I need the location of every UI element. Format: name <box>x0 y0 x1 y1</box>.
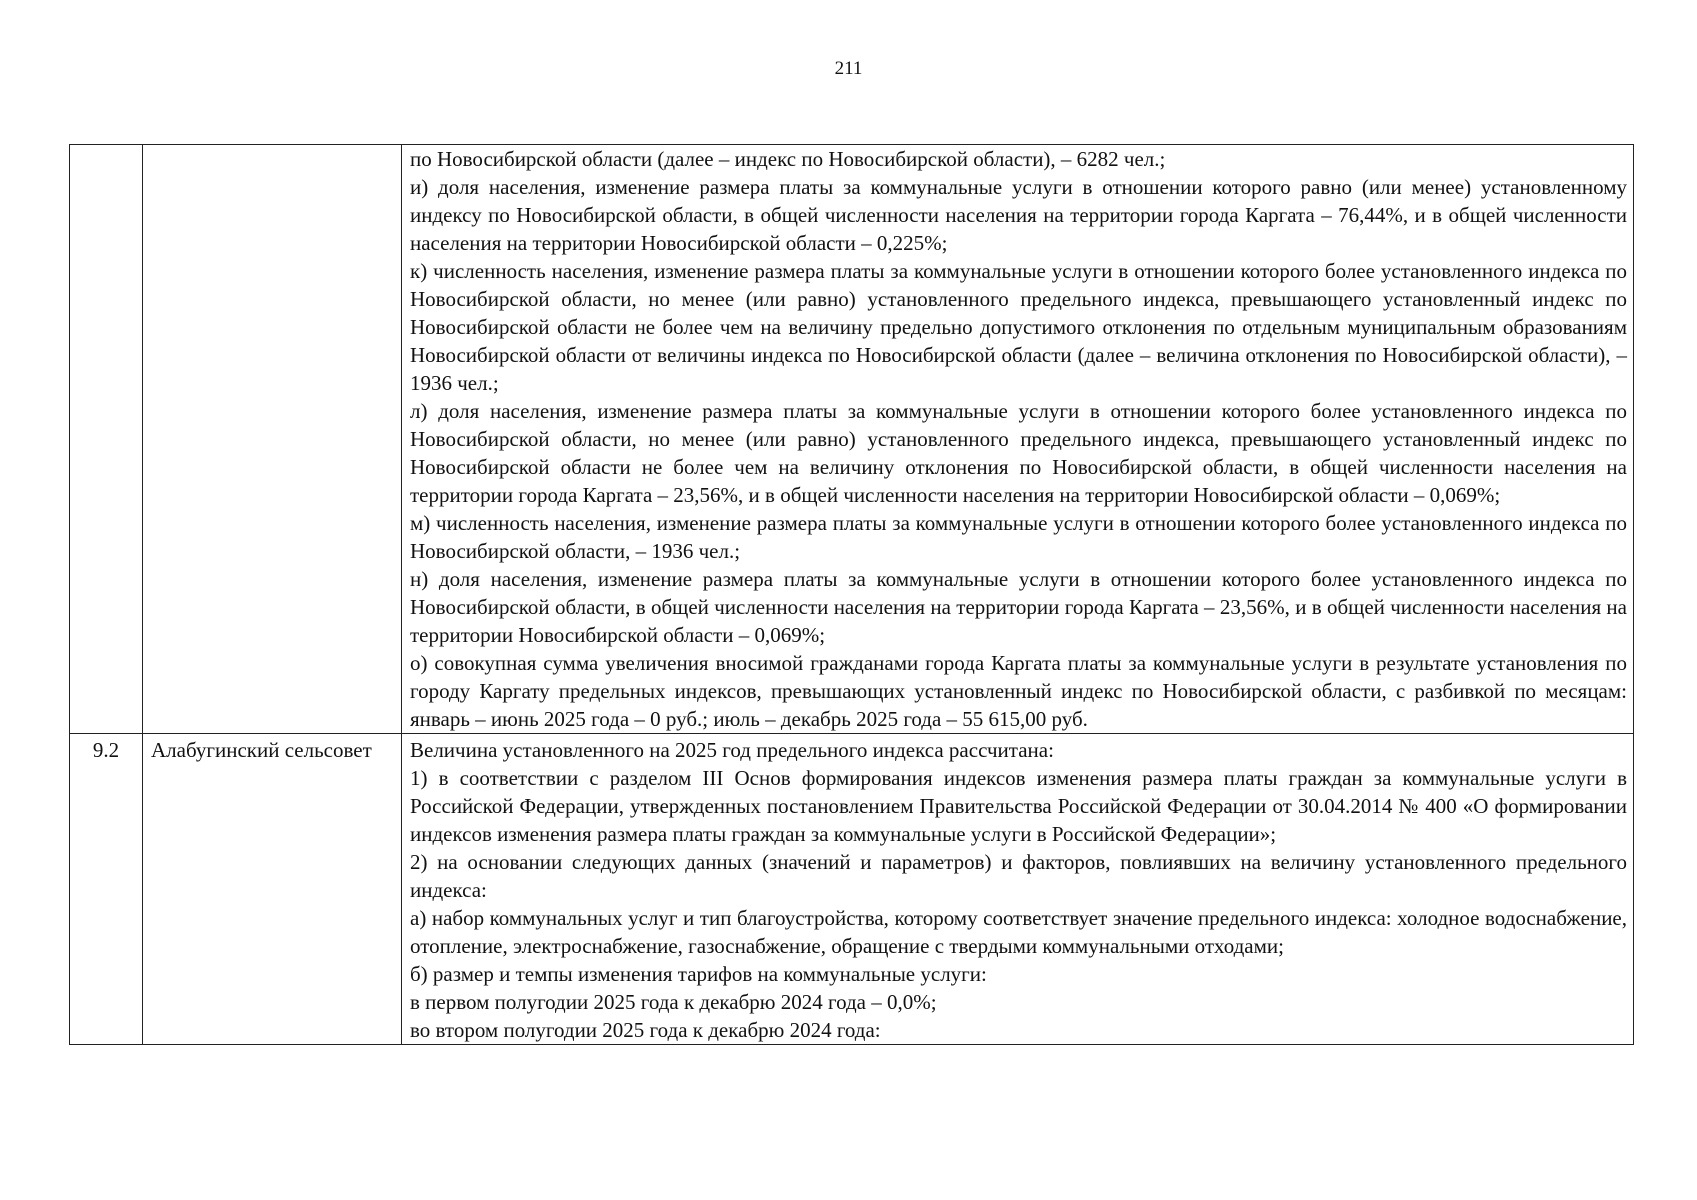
row-text <box>402 734 1633 1044</box>
row-name <box>143 145 401 147</box>
paragraph: 2) на основании следующих данных (значений и параметров) и факторов, повлиявших на величину установленного предельного индекса: <box>410 850 1627 902</box>
row-text-cell <box>402 145 1634 734</box>
paragraph: б) размер и темпы изменения тарифов на коммунальные услуги: <box>410 962 987 986</box>
table-row <box>70 734 1634 1045</box>
paragraph: по Новосибирской области (далее – индекс по Новосибирской области), – 6282 чел.; <box>410 147 1166 171</box>
paragraph: Величина установленного на 2025 год предельного индекса рассчитана: <box>410 738 1054 762</box>
row-name-cell <box>143 734 402 1045</box>
paragraph: л) доля населения, изменение размера платы за коммунальные услуги в отношении которого более установленного индекса по Новосибирской области, но менее (или равно) установленного предельного индекса, превышающего установленный индекс по Новосибирской области не более чем на величину отклонения по Новосибирской области, в общей численности населения на территории города Каргата – 23,56%, и в общей численности населения на территории Новосибирской области – 0,069%; <box>410 399 1627 507</box>
row-number-cell <box>70 734 143 1045</box>
paragraph: 1) в соответствии с разделом III Основ формирования индексов изменения размера платы граждан за коммунальные услуги в Российской Федерации, утвержденных постановлением Правительства Российской Федерации от 30.04.2014 № 400 «О формировании индексов изменения размера платы граждан за коммунальные услуги в Российской Федерации»; <box>410 766 1627 846</box>
document-table <box>69 144 1634 1045</box>
paragraph: к) численность населения, изменение размера платы за коммунальные услуги в отношении которого более установленного индекса по Новосибирской области, но менее (или равно) установленного предельного индекса, превышающего установленный индекс по Новосибирской области не более чем на величину предельно допустимого отклонения по отдельным муниципальным образованиям Новосибирской области от величины индекса по Новосибирской области (далее – величина отклонения по Новосибирской области), – 1936 чел.; <box>410 259 1627 395</box>
row-text <box>402 145 1633 733</box>
paragraph: во втором полугодии 2025 года к декабрю 2024 года: <box>410 1018 881 1042</box>
paragraph: м) численность населения, изменение размера платы за коммунальные услуги в отношении которого более установленного индекса по Новосибирской области, – 1936 чел.; <box>410 511 1627 563</box>
row-name-cell <box>143 145 402 734</box>
paragraph: и) доля населения, изменение размера платы за коммунальные услуги в отношении которого равно (или менее) установленному индексу по Новосибирской области, в общей численности населения на территории города Каргата – 76,44%, и в общей численности населения на территории Новосибирской области – 0,225%; <box>410 175 1627 255</box>
row-number <box>70 145 142 147</box>
row-number-cell <box>70 145 143 734</box>
page-number: 211 <box>834 58 863 79</box>
row-name: Алабугинский сельсовет <box>151 738 372 762</box>
row-number: 9.2 <box>92 738 120 762</box>
paragraph: в первом полугодии 2025 года к декабрю 2024 года – 0,0%; <box>410 990 937 1014</box>
table-row <box>70 145 1634 734</box>
paragraph: о) совокупная сумма увеличения вносимой гражданами города Каргата платы за коммунальные услуги в результате установления по городу Каргату предельных индексов, превышающих установленный индекс по Новосибирской области, с разбивкой по месяцам: январь – июнь 2025 года – 0 руб.; июль – декабрь 2025 года – 55 615,00 руб. <box>410 651 1627 731</box>
row-text-cell <box>402 734 1634 1045</box>
paragraph: н) доля населения, изменение размера платы за коммунальные услуги в отношении которого более установленного индекса по Новосибирской области, в общей численности населения на территории города Каргата – 23,56%, и в общей численности населения на территории Новосибирской области – 0,069%; <box>410 567 1627 647</box>
paragraph: а) набор коммунальных услуг и тип благоустройства, которому соответствует значение предельного индекса: холодное водоснабжение, отопление, электроснабжение, газоснабжение, обращение с твердыми коммунальными отходами; <box>410 906 1627 958</box>
